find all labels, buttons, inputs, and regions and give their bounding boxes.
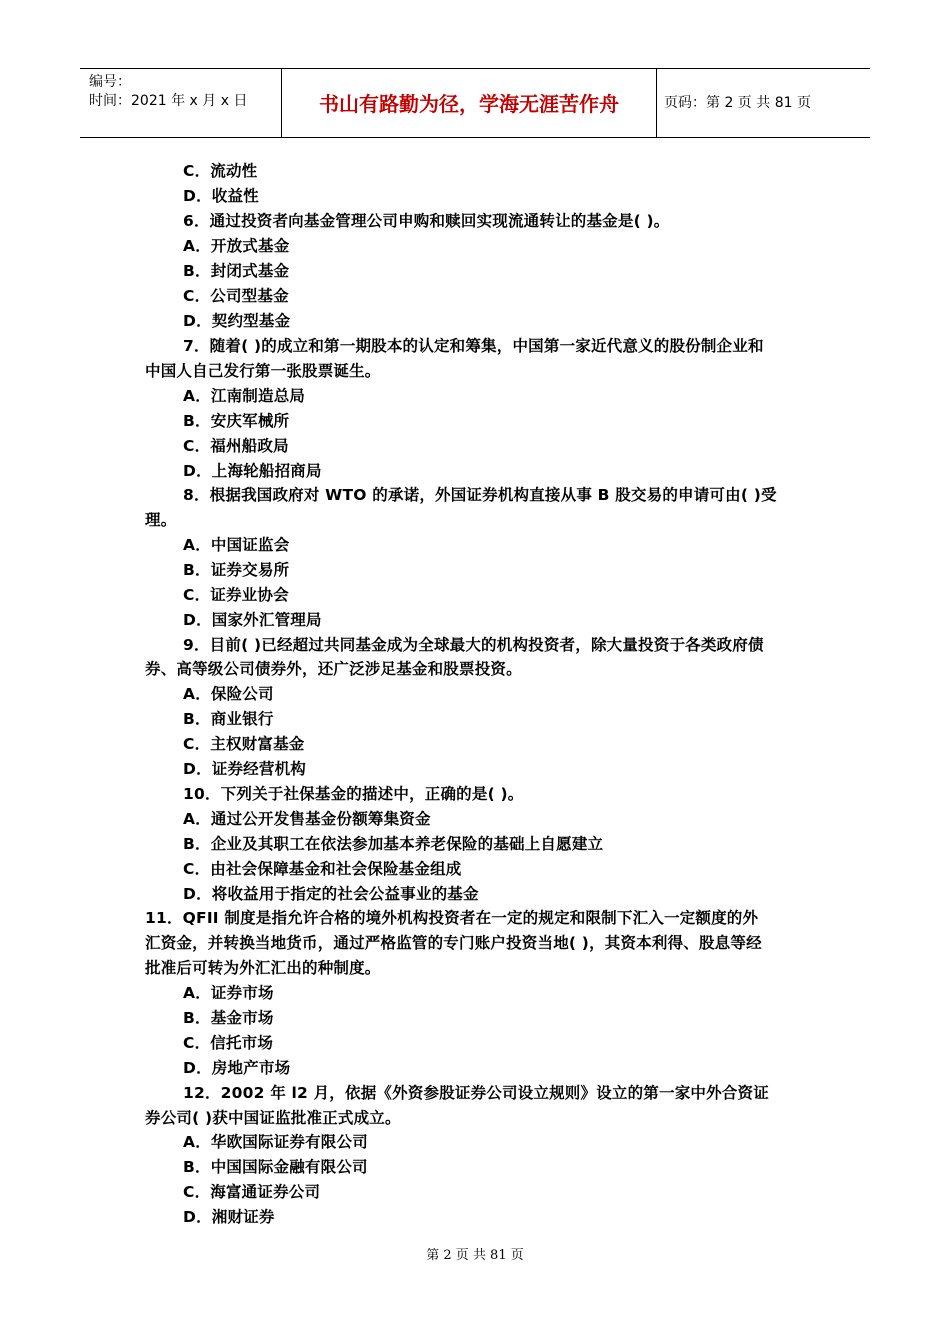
- option-line: C．由社会保障基金和社会保险基金组成: [183, 860, 462, 878]
- question-stem: 7．随着( )的成立和第一期股本的认定和筹集，中国第一家近代意义的股份制企业和: [183, 337, 764, 355]
- question-stem: 9．目前( )已经超过共同基金成为全球最大的机构投资者，除大量投资于各类政府债: [183, 636, 764, 654]
- option-line: D．收益性: [183, 187, 259, 205]
- option-line: B．安庆军械所: [183, 412, 290, 430]
- option-line: D．国家外汇管理局: [183, 611, 322, 629]
- motto-text: 书山有路勤为径，学海无涯苦作舟: [319, 92, 619, 116]
- option-line: C．海富通证券公司: [183, 1183, 321, 1201]
- document-time-label: 时间：2021 年 x 月 x 日: [89, 93, 248, 109]
- question-stem: 12．2002 年 l2 月，依据《外资参股证券公司设立规则》设立的第一家中外合资证: [183, 1084, 769, 1102]
- page-footer: 第 2 页 共 81 页: [426, 1248, 524, 1263]
- header-page-info: 页码：第 2 页 共 81 页: [664, 95, 811, 111]
- option-line: D．契约型基金: [183, 312, 291, 330]
- question-stem: 8．根据我国政府对 WTO 的承诺，外国证券机构直接从事 B 股交易的申请可由( )受: [183, 486, 777, 504]
- option-line: D．湘财证券: [183, 1208, 275, 1226]
- document-number-label: 编号：: [89, 74, 131, 90]
- question-stem-continued: 理。: [145, 511, 177, 529]
- option-line: D．上海轮船招商局: [183, 462, 322, 480]
- option-line: B．证券交易所: [183, 561, 290, 579]
- question-stem-continued: 批准后可转为外汇汇出的种制度。: [145, 959, 381, 977]
- option-line: A．江南制造总局: [183, 387, 306, 405]
- option-line: B．基金市场: [183, 1009, 274, 1027]
- header-meta-cell: [80, 69, 281, 137]
- option-line: C．主权财富基金: [183, 735, 305, 753]
- question-stem: 11．QFII 制度是指允许合格的境外机构投资者在一定的规定和限制下汇入一定额度的外: [145, 909, 759, 927]
- question-stem-continued: 汇资金，并转换当地货币，通过严格监管的专门账户投资当地( )，其资本利得、股息等经: [145, 934, 762, 952]
- header-page-cell: [656, 69, 870, 137]
- option-line: D．将收益用于指定的社会公益事业的基金: [183, 885, 479, 903]
- option-line: C．流动性: [183, 162, 258, 180]
- option-line: A．通过公开发售基金份额筹集资金: [183, 810, 431, 828]
- option-line: C．证券业协会: [183, 586, 289, 604]
- question-stem: 10．下列关于社保基金的描述中，正确的是( )。: [183, 785, 524, 803]
- option-line: B．中国国际金融有限公司: [183, 1158, 368, 1176]
- option-line: A．证券市场: [183, 984, 274, 1002]
- option-line: C．信托市场: [183, 1034, 274, 1052]
- question-stem: 6．通过投资者向基金管理公司申购和赎回实现流通转让的基金是( )。: [183, 212, 670, 230]
- header-motto-cell: [281, 69, 657, 137]
- option-line: B．企业及其职工在依法参加基本养老保险的基础上自愿建立: [183, 835, 604, 853]
- question-stem-continued: 券公司( )获中国证监批准正式成立。: [145, 1109, 401, 1127]
- option-line: A．开放式基金: [183, 237, 290, 255]
- option-line: A．保险公司: [183, 685, 274, 703]
- question-stem-continued: 券、高等级公司债券外，还广泛涉足基金和股票投资。: [145, 660, 522, 678]
- option-line: D．证券经营机构: [183, 760, 306, 778]
- option-line: B．商业银行: [183, 710, 274, 728]
- option-line: C．公司型基金: [183, 287, 289, 305]
- option-line: C．福州船政局: [183, 437, 289, 455]
- page-header: [80, 68, 870, 138]
- question-stem-continued: 中国人自己发行第一张股票诞生。: [145, 362, 381, 380]
- option-line: B．封闭式基金: [183, 262, 290, 280]
- option-line: A．华欧国际证券有限公司: [183, 1133, 368, 1151]
- option-line: D．房地产市场: [183, 1059, 291, 1077]
- option-line: A．中国证监会: [183, 536, 290, 554]
